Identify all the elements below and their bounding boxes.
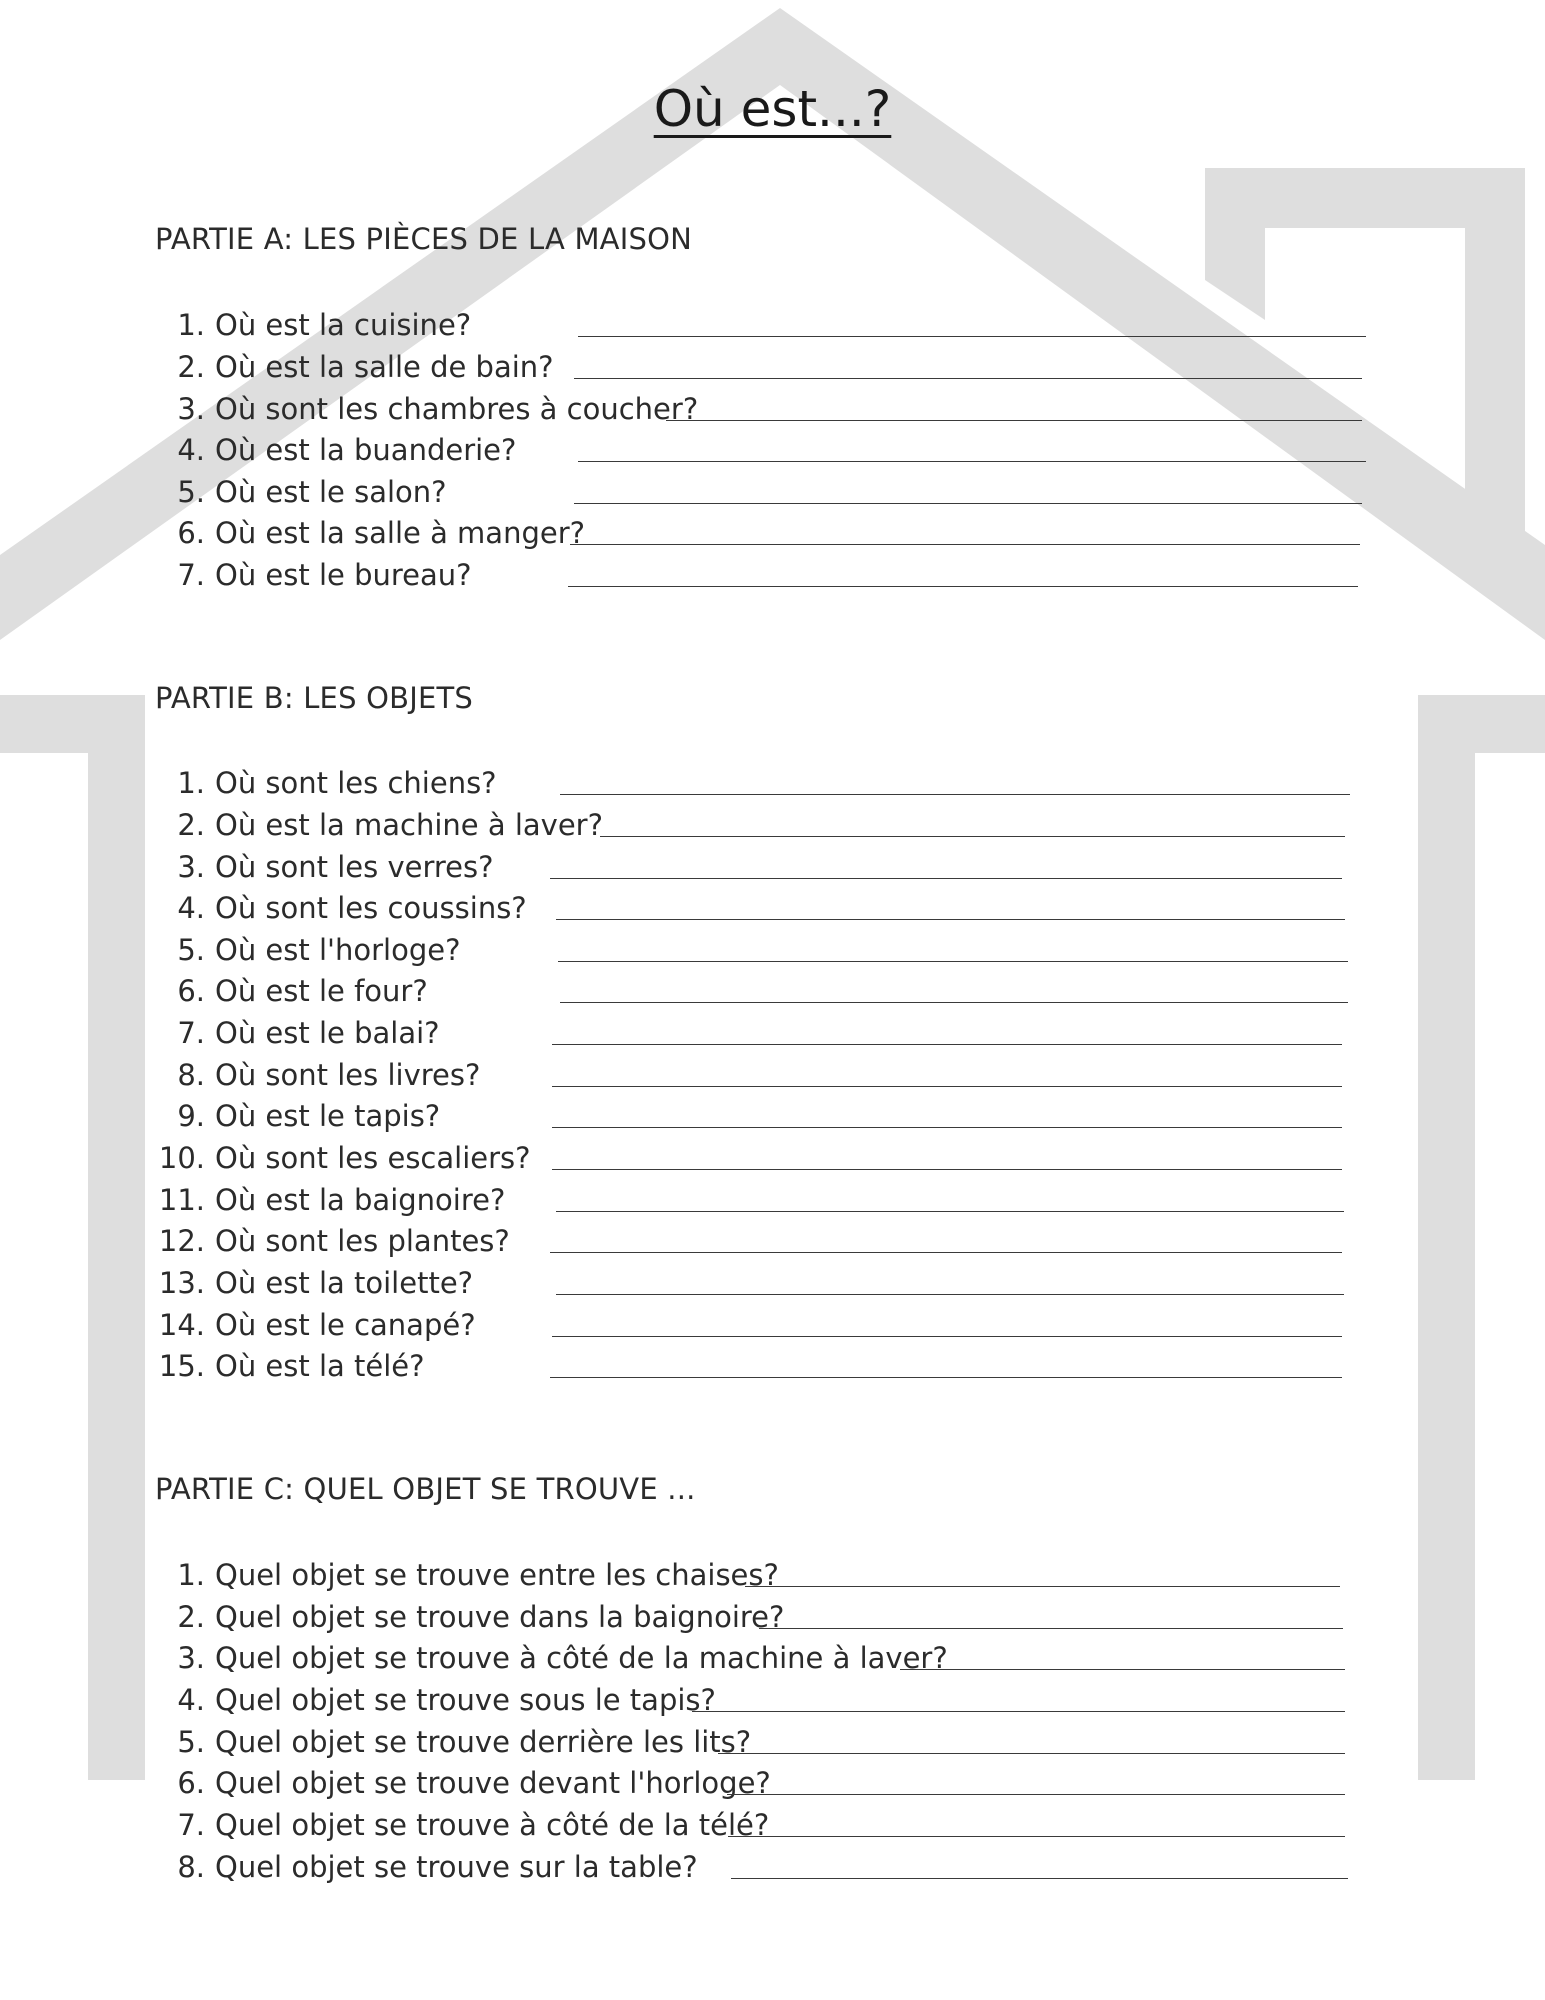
answer-line[interactable]: [552, 1336, 1342, 1337]
question-item: [155, 1220, 510, 1262]
question-text: Quel objet se trouve sur la table?: [215, 1850, 698, 1884]
question-text: Où est le four?: [215, 974, 428, 1008]
question-number: 6.: [177, 974, 205, 1008]
question-number: 8.: [177, 1058, 205, 1092]
question-item: [155, 304, 471, 346]
question-number: 3.: [177, 850, 205, 884]
question-text: Où sont les plantes?: [215, 1224, 510, 1258]
question-item: [155, 1846, 698, 1888]
answer-line[interactable]: [727, 1794, 1345, 1795]
answer-line[interactable]: [556, 1294, 1344, 1295]
question-item: [155, 1679, 716, 1721]
question-item: [155, 1804, 769, 1846]
question-number: 8.: [177, 1850, 205, 1884]
question-item: [155, 1179, 505, 1221]
answer-line[interactable]: [666, 420, 1362, 421]
question-text: Quel objet se trouve sous le tapis?: [215, 1683, 716, 1717]
answer-line[interactable]: [552, 1086, 1342, 1087]
question-number: 10.: [158, 1141, 205, 1175]
question-number: 5.: [177, 475, 205, 509]
question-number: 7.: [177, 558, 205, 592]
question-item: [155, 1137, 531, 1179]
answer-line[interactable]: [731, 1878, 1348, 1879]
question-item: [155, 1054, 480, 1096]
question-item: [155, 346, 554, 388]
question-number: 4.: [177, 433, 205, 467]
answer-line[interactable]: [568, 586, 1358, 587]
page-title: Où est...?: [653, 80, 892, 138]
question-item: [155, 1637, 948, 1679]
question-item: [155, 1095, 440, 1137]
question-text: Où sont les chambres à coucher?: [215, 392, 699, 426]
answer-line[interactable]: [759, 1628, 1343, 1629]
question-item: [155, 429, 516, 471]
question-item: [155, 970, 428, 1012]
answer-line[interactable]: [570, 544, 1360, 545]
question-item: [155, 1554, 779, 1596]
question-text: Où est la baignoire?: [215, 1183, 506, 1217]
part-b-heading: PARTIE B: LES OBJETS: [155, 681, 474, 715]
answer-line[interactable]: [728, 1836, 1345, 1837]
question-item: [155, 471, 447, 513]
question-item: [155, 887, 527, 929]
question-number: 9.: [177, 1099, 205, 1133]
question-number: 2.: [177, 808, 205, 842]
question-number: 2.: [177, 1600, 205, 1634]
question-text: Où est le salon?: [215, 475, 447, 509]
answer-line[interactable]: [556, 919, 1345, 920]
question-item: [155, 554, 472, 596]
question-text: Où est le canapé?: [215, 1308, 476, 1342]
question-text: Où sont les escaliers?: [215, 1141, 531, 1175]
question-text: Où est le balai?: [215, 1016, 440, 1050]
answer-line[interactable]: [550, 1252, 1342, 1253]
answer-line[interactable]: [560, 1002, 1348, 1003]
question-item: [155, 1762, 771, 1804]
question-number: 11.: [158, 1183, 205, 1217]
question-item: [155, 804, 603, 846]
question-text: Où est la salle à manger?: [215, 516, 586, 550]
question-number: 3.: [177, 392, 205, 426]
part-a-heading: PARTIE A: LES PIÈCES DE LA MAISON: [155, 222, 692, 256]
question-text: Où est la cuisine?: [215, 308, 472, 342]
question-number: 3.: [177, 1641, 205, 1675]
question-text: Quel objet se trouve devant l'horloge?: [215, 1766, 771, 1800]
question-text: Où est la salle de bain?: [215, 350, 554, 384]
question-number: 12.: [158, 1224, 205, 1258]
question-text: Où est le tapis?: [215, 1099, 441, 1133]
question-text: Où est la machine à laver?: [215, 808, 603, 842]
question-text: Où est l'horloge?: [215, 933, 461, 967]
question-item: [155, 1345, 425, 1387]
question-item: [155, 1262, 473, 1304]
answer-line[interactable]: [692, 1711, 1345, 1712]
question-number: 1.: [177, 308, 205, 342]
question-item: [155, 1721, 751, 1763]
question-item: [155, 846, 494, 888]
question-item: [155, 762, 497, 804]
answer-line[interactable]: [552, 1127, 1342, 1128]
question-text: Où sont les verres?: [215, 850, 494, 884]
question-number: 15.: [158, 1349, 205, 1383]
answer-line[interactable]: [574, 503, 1362, 504]
question-number: 5.: [177, 1725, 205, 1759]
answer-line[interactable]: [560, 794, 1350, 795]
question-item: [155, 388, 698, 430]
answer-line[interactable]: [552, 1044, 1342, 1045]
answer-line[interactable]: [900, 1669, 1345, 1670]
answer-line[interactable]: [600, 836, 1345, 837]
answer-line[interactable]: [745, 1586, 1340, 1587]
question-text: Quel objet se trouve entre les chaises?: [215, 1558, 779, 1592]
question-text: Quel objet se trouve dans la baignoire?: [215, 1600, 785, 1634]
answer-line[interactable]: [574, 378, 1362, 379]
question-number: 6.: [177, 1766, 205, 1800]
question-text: Où sont les livres?: [215, 1058, 481, 1092]
question-number: 2.: [177, 350, 205, 384]
question-number: 7.: [177, 1808, 205, 1842]
question-text: Quel objet se trouve à côté de la machine à laver?: [215, 1641, 948, 1675]
answer-line[interactable]: [550, 878, 1342, 879]
answer-line[interactable]: [718, 1753, 1345, 1754]
answer-line[interactable]: [578, 336, 1366, 337]
answer-line[interactable]: [552, 1169, 1342, 1170]
answer-line[interactable]: [578, 461, 1366, 462]
question-number: 1.: [177, 1558, 205, 1592]
question-text: Où sont les chiens?: [215, 766, 497, 800]
question-item: [155, 1304, 476, 1346]
question-number: 4.: [177, 891, 205, 925]
question-number: 1.: [177, 766, 205, 800]
part-c-heading: PARTIE C: QUEL OBJET SE TROUVE ...: [155, 1472, 696, 1506]
question-item: [155, 1596, 784, 1638]
question-number: 4.: [177, 1683, 205, 1717]
question-text: Où est le bureau?: [215, 558, 472, 592]
answer-line[interactable]: [550, 1377, 1342, 1378]
question-text: Où sont les coussins?: [215, 891, 527, 925]
question-number: 5.: [177, 933, 205, 967]
question-item: [155, 929, 460, 971]
question-text: Quel objet se trouve derrière les lits?: [215, 1725, 752, 1759]
question-number: 13.: [158, 1266, 205, 1300]
question-number: 7.: [177, 1016, 205, 1050]
question-text: Où est la toilette?: [215, 1266, 474, 1300]
question-number: 14.: [158, 1308, 205, 1342]
question-text: Où est la buanderie?: [215, 433, 517, 467]
question-item: [155, 512, 585, 554]
question-number: 6.: [177, 516, 205, 550]
question-text: Où est la télé?: [215, 1349, 425, 1383]
answer-line[interactable]: [558, 961, 1348, 962]
question-item: [155, 1012, 440, 1054]
answer-line[interactable]: [556, 1211, 1344, 1212]
question-text: Quel objet se trouve à côté de la télé?: [215, 1808, 770, 1842]
